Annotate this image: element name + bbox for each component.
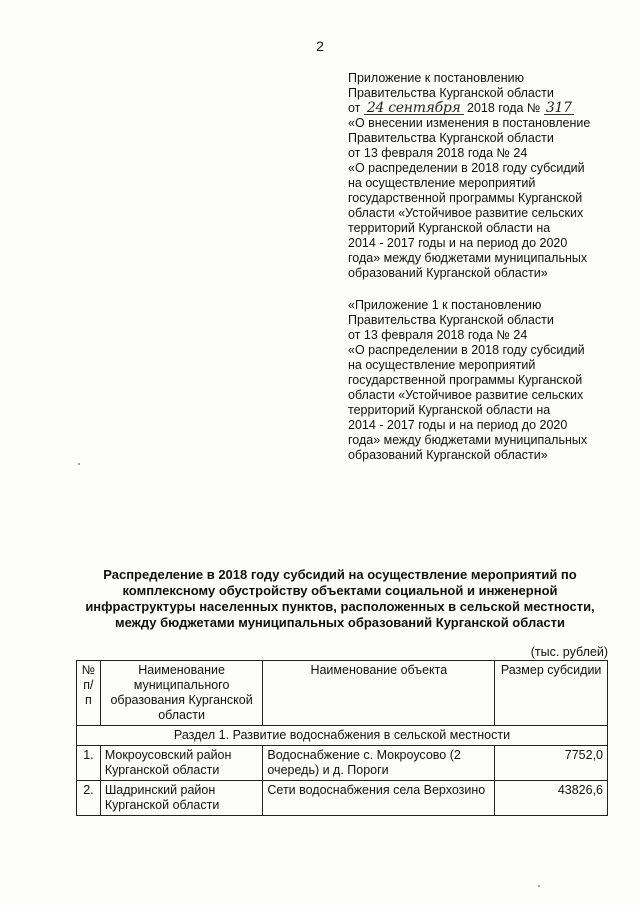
appendix-line: «Приложение 1 к постановлению bbox=[348, 298, 542, 312]
appendix-line: государственной программы Курганской bbox=[348, 373, 583, 387]
section-row bbox=[77, 726, 608, 746]
approval-header bbox=[348, 71, 620, 281]
header-year-text: 2018 года № bbox=[467, 101, 541, 115]
header-line: года» между бюджетами муниципальных bbox=[348, 251, 588, 265]
header-from-prefix: от bbox=[348, 101, 361, 115]
header-amount: Размер субсидии bbox=[495, 661, 608, 726]
header-line: «О внесении изменения в постановление bbox=[348, 116, 591, 130]
header-line: «О распределении в 2018 году субсидий bbox=[348, 161, 585, 175]
title-line: между бюджетами муниципальных образований Курганской области bbox=[114, 615, 566, 630]
appendix-line: года» между бюджетами муниципальных bbox=[348, 433, 588, 447]
header-object: Наименование объекта bbox=[263, 661, 495, 726]
appendix-line: от 13 февраля 2018 года № 24 bbox=[348, 328, 528, 342]
section-title: Раздел 1. Развитие водоснабжения в сельской местности bbox=[77, 726, 608, 746]
appendix-line: на осуществление мероприятий bbox=[348, 358, 536, 372]
row-municipality: Шадринский район Курганской области bbox=[100, 781, 263, 816]
row-amount: 43826,6 bbox=[495, 781, 608, 816]
header-line: государственной программы Курганской bbox=[348, 191, 583, 205]
header-line: 2014 - 2017 годы и на период до 2020 bbox=[348, 236, 568, 250]
header-municipality: Наименование муниципального образования Курганской области bbox=[100, 661, 263, 726]
page-number: 2 bbox=[316, 38, 324, 54]
appendix-line: области «Устойчивое развитие сельских bbox=[348, 388, 584, 402]
title-line: Распределение в 2018 году субсидий на осуществление мероприятий по bbox=[103, 567, 577, 582]
title-line: комплексному обустройству объектами социальной и инженерной bbox=[122, 583, 558, 598]
row-num: 2. bbox=[77, 781, 101, 816]
appendix-line: образований Курганской области» bbox=[348, 448, 548, 462]
handwritten-number: 317 bbox=[545, 100, 572, 116]
appendix-line: «О распределении в 2018 году субсидий bbox=[348, 343, 585, 357]
appendix-line: Правительства Курганской области bbox=[348, 313, 554, 327]
scan-speck bbox=[78, 463, 80, 465]
row-num: 1. bbox=[77, 746, 101, 781]
title-line: инфраструктуры населенных пунктов, расположенных в сельской местности, bbox=[85, 599, 595, 614]
header-line: на осуществление мероприятий bbox=[348, 176, 536, 190]
appendix-line: территорий Курганской области на bbox=[348, 403, 551, 417]
table-header-row bbox=[77, 661, 608, 726]
header-line: Приложение к постановлению bbox=[348, 71, 524, 85]
handwritten-date: 24 сентября bbox=[364, 102, 464, 115]
header-line: области «Устойчивое развитие сельских bbox=[348, 206, 584, 220]
units-label: (тыс. рублей) bbox=[530, 645, 608, 659]
row-object: Водоснабжение с. Мокроусово (2 очередь) и д. Пороги bbox=[263, 746, 495, 781]
document-title bbox=[70, 567, 610, 631]
header-line: Правительства Курганской области bbox=[348, 131, 554, 145]
row-object: Сети водоснабжения села Верхозино bbox=[263, 781, 495, 816]
appendix-line: 2014 - 2017 годы и на период до 2020 bbox=[348, 418, 568, 432]
row-amount: 7752,0 bbox=[495, 746, 608, 781]
table-row bbox=[77, 746, 608, 781]
appendix-header bbox=[348, 298, 620, 463]
header-line: от 13 февраля 2018 года № 24 bbox=[348, 146, 528, 160]
header-num: № п/п bbox=[77, 661, 101, 726]
scan-speck bbox=[538, 885, 540, 887]
table-row bbox=[77, 781, 608, 816]
header-line: образований Курганской области» bbox=[348, 266, 548, 280]
header-line: Правительства Курганской области bbox=[348, 86, 554, 100]
header-line: территорий Курганской области на bbox=[348, 221, 551, 235]
subsidies-table bbox=[76, 660, 608, 816]
row-municipality: Мокроусовский район Курганской области bbox=[100, 746, 263, 781]
header-date-line bbox=[348, 101, 620, 116]
